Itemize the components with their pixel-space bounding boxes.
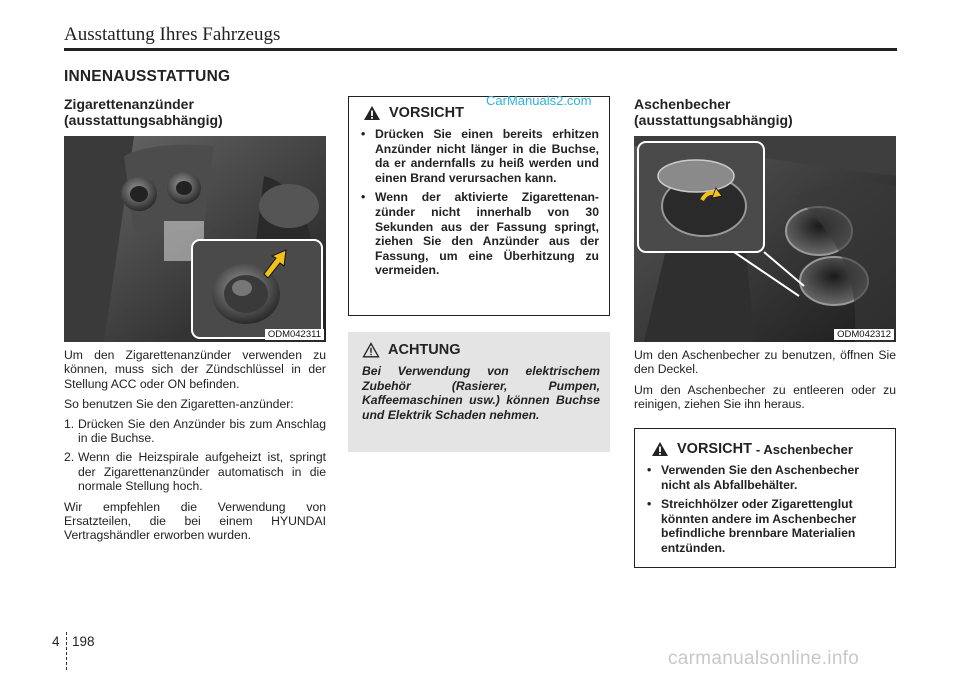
warning-title: VORSICHT (389, 105, 464, 121)
caution-box (348, 332, 610, 452)
list-text: Drücken Sie den Anzünder bis zum Anschlag in die Buchse. (78, 416, 326, 446)
cigarette-lighter-heading (64, 96, 326, 128)
caution-header (348, 332, 610, 362)
warning-title-suffix: - Aschenbecher (755, 441, 853, 457)
left-column (64, 96, 326, 543)
warning-item (361, 190, 599, 278)
chapter-number: 4 (52, 634, 60, 649)
section-title: INNENAUSSTATTUNG (64, 68, 231, 85)
warning-item-text: Streichhölzer oder Zigarettenglut könnten andere im Aschenbecher befindliche brennbare Materialien entzünden. (661, 497, 857, 555)
paragraph: So benutzen Sie den Zigaretten-anzünder: (64, 397, 294, 412)
caution-title: ACHTUNG (388, 342, 461, 358)
paragraph: Um den Aschenbecher zu benutzen, öffnen Sie den Deckel. (634, 348, 896, 377)
warning-item-text: Wenn der aktivierte Zigarettenan-zünder nicht innerhalb von 30 Sekunden aus der Fassung springt, ziehen Sie den Anzünder aus der Fassung, um eine Überhitzung zu vermeiden. (375, 190, 599, 278)
ashtray-heading (634, 96, 896, 128)
warning-item (647, 463, 885, 492)
heading-line-2: (ausstattungsabhängig) (634, 112, 793, 128)
warning-list (349, 125, 609, 278)
bullet: • (361, 190, 366, 205)
photo-code: ODM042311 (265, 329, 324, 340)
header-rule (64, 48, 897, 51)
cigarette-lighter-photo (64, 136, 326, 342)
paragraph: Wir empfehlen die Verwendung von Ersatzteilen, die bei einem HYUNDAI Vertragshändler erworben wurden. (64, 499, 326, 543)
bullet: • (647, 497, 652, 512)
photo-code: ODM042312 (834, 329, 894, 340)
running-header: Ausstattung Ihres Fahrzeugs (64, 24, 281, 45)
warning-item (361, 127, 599, 185)
ashtray-illustration (634, 136, 896, 342)
page-number-divider (66, 632, 67, 670)
warning-item (647, 497, 885, 555)
ashtray-warning-box (634, 428, 896, 568)
ashtray-photo (634, 136, 896, 342)
warning-list (635, 461, 895, 556)
warning-box (348, 96, 610, 316)
list-number: 1. (64, 416, 75, 431)
list-item (64, 417, 326, 446)
watermark-link-bottom[interactable]: carmanualsonline.info (668, 648, 860, 669)
left-body-text (64, 348, 326, 543)
paragraph: Um den Zigarettenanzünder verwenden zu können, muss sich der Zündschlüssel in der Stellung ACC oder ON befinden. (64, 348, 326, 391)
warning-header (635, 429, 895, 461)
page-number: 198 (72, 634, 95, 649)
list-number: 2. (64, 450, 75, 465)
right-column (634, 96, 896, 412)
list-text: Wenn die Heizspirale aufgeheizt ist, springt der Zigarettenanzünder automatisch in die normale Stellung hoch. (78, 450, 326, 494)
heading-line-1: Zigarettenanzünder (64, 96, 194, 112)
warning-title: VORSICHT (677, 441, 752, 457)
warning-triangle-icon (363, 105, 381, 121)
warning-triangle-icon (651, 441, 669, 457)
cigarette-lighter-illustration (64, 136, 326, 342)
caution-text: Bei Verwendung von elektrischem Zubehör (Rasierer, Pumpen, Kaffeemaschinen usw.) können Buchse und Elektrik Schaden nehmen. (362, 364, 600, 422)
watermark-link-top[interactable]: CarManuals2.com (486, 93, 592, 108)
warning-item-text: Verwenden Sie den Aschenbecher nicht als Abfallbehälter. (661, 463, 860, 492)
heading-line-2: (ausstattungsabhängig) (64, 112, 223, 128)
right-body-text (634, 348, 896, 412)
heading-line-1: Aschenbecher (634, 96, 731, 112)
bullet: • (647, 463, 652, 477)
paragraph: Um den Aschenbecher zu entleeren oder zu reinigen, ziehen Sie ihn heraus. (634, 382, 896, 412)
caution-triangle-icon (362, 342, 380, 358)
bullet: • (361, 127, 366, 141)
list-item (64, 450, 326, 493)
warning-item-text: Drücken Sie einen bereits erhitzen Anzünder nicht länger in die Buchse, da er andernfalls zu heiß werden und einen Brand verursachen kann. (375, 127, 599, 185)
